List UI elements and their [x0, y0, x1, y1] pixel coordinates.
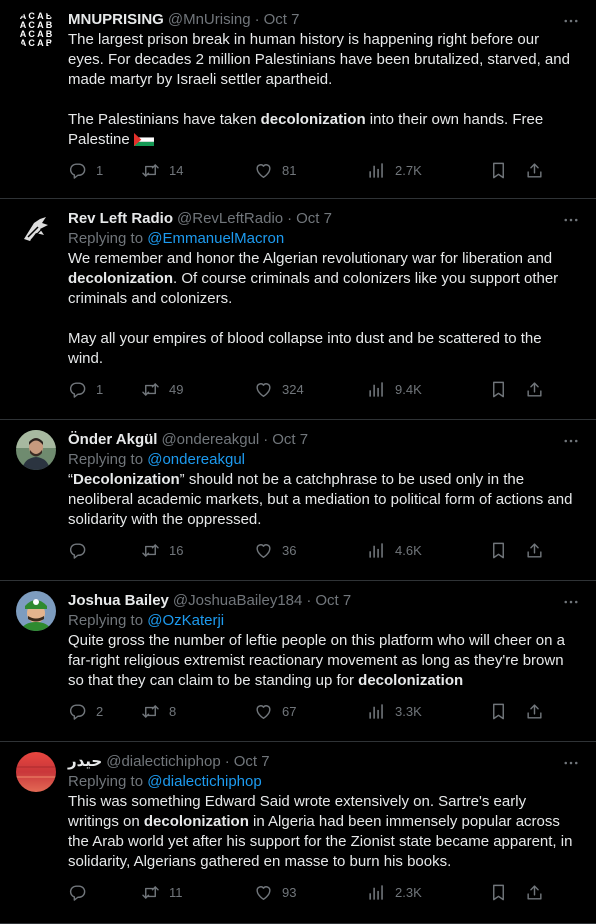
- more-icon: [562, 593, 580, 616]
- display-name[interactable]: Joshua Bailey: [68, 592, 169, 609]
- share-icon: [525, 702, 544, 721]
- text-segment: ” should not be a catchphrase to be used only in the neoliberal academic markets, but a mediation to political form of actions and solidarity with the oppressed.: [68, 471, 573, 528]
- views-icon: [367, 541, 386, 560]
- tweet-paragraph: [68, 110, 574, 150]
- tweet-actions: [68, 874, 574, 910]
- share-icon: [525, 883, 544, 902]
- like-button[interactable]: [254, 883, 367, 902]
- share-icon: [525, 380, 544, 399]
- views-icon: [367, 161, 386, 180]
- highlighted-term: Decolonization: [73, 471, 180, 488]
- replying-to: [68, 772, 574, 792]
- tweet-body: [68, 430, 574, 568]
- avatar[interactable]: [16, 10, 56, 50]
- avatar-image: [16, 591, 56, 631]
- repost-button[interactable]: [141, 541, 254, 560]
- share-button[interactable]: [525, 702, 544, 721]
- views-icon: [367, 883, 386, 902]
- text-segment: The largest prison break in human history is happening right before our eyes. For decades 2 million Palestinians have been brutalized, starved, and made martyr by Israeli settler apartheid.: [68, 31, 570, 88]
- more-options-button[interactable]: [562, 12, 580, 30]
- count-views: 2.7K: [395, 162, 422, 178]
- tweet-paragraph: [68, 30, 574, 90]
- replying-to-label: Replying to: [68, 773, 148, 790]
- text-segment: This was something Edward Said wrote extensively on. Sartre's early writings on: [68, 793, 527, 830]
- text-segment: Quite gross the number of leftie people on this platform who will cheer on a far-right religious extremist reactionary movement as long as they're brown so that they can claim to be standing up for: [68, 632, 565, 689]
- count-reposts: 14: [169, 162, 184, 178]
- mention-link[interactable]: @dialectichiphop: [147, 773, 262, 790]
- share-icon: [525, 161, 544, 180]
- bookmark-button[interactable]: [489, 380, 525, 399]
- tweet-header: [68, 10, 574, 30]
- tweet-actions: [68, 532, 574, 568]
- tweet-actions: [68, 693, 574, 729]
- separator-dot: ·: [224, 753, 230, 770]
- display-name[interactable]: MNUPRISING: [68, 11, 164, 28]
- tweet-actions: [68, 152, 574, 188]
- tweet-text: [68, 792, 574, 872]
- replying-to-label: Replying to: [68, 612, 148, 629]
- avatar[interactable]: [16, 209, 56, 249]
- tweet-header: [68, 209, 574, 229]
- mention-link[interactable]: @EmmanuelMacron: [147, 230, 285, 247]
- like-icon: [254, 702, 273, 721]
- repost-icon: [141, 380, 160, 399]
- display-name[interactable]: Önder Akgül: [68, 431, 158, 448]
- tweet-paragraph: [68, 329, 574, 369]
- views-button[interactable]: [367, 702, 489, 721]
- reply-icon: [68, 702, 87, 721]
- bookmark-button[interactable]: [489, 161, 525, 180]
- text-segment: We remember and honor the Algerian revolutionary war for liberation and: [68, 250, 553, 267]
- count-likes: 67: [282, 703, 297, 719]
- more-options-button[interactable]: [562, 754, 580, 772]
- svg-text:A C A B: A C A B: [19, 11, 53, 21]
- views-button[interactable]: [367, 161, 489, 180]
- replying-to: [68, 611, 574, 631]
- count-replies: 2: [96, 703, 104, 719]
- views-button[interactable]: [367, 883, 489, 902]
- bookmark-icon: [489, 161, 508, 180]
- count-likes: 324: [282, 381, 304, 397]
- repost-icon: [141, 702, 160, 721]
- count-views: 3.3K: [395, 703, 422, 719]
- tweet-text: [68, 631, 574, 691]
- like-icon: [254, 883, 273, 902]
- avatar-image: [16, 10, 56, 50]
- like-button[interactable]: [254, 541, 367, 560]
- more-icon: [562, 754, 580, 777]
- count-reposts: 49: [169, 381, 184, 397]
- share-button[interactable]: [525, 541, 544, 560]
- text-segment: . Of course criminals and colonizers like you support other criminals and colonizers.: [68, 270, 559, 307]
- tweet-header: [68, 752, 574, 772]
- tweet-header: [68, 430, 574, 450]
- count-likes: 93: [282, 884, 297, 900]
- tweet-paragraph: [68, 470, 574, 530]
- tweet[interactable]: [0, 742, 596, 924]
- tweet-paragraph: [68, 249, 574, 309]
- timestamp[interactable]: Oct 7: [233, 753, 270, 770]
- text-segment: “: [68, 471, 73, 488]
- tweet-body: [68, 591, 574, 729]
- bookmark-button[interactable]: [489, 883, 525, 902]
- share-button[interactable]: [525, 883, 544, 902]
- count-replies: 1: [96, 381, 104, 397]
- reply-button[interactable]: [68, 380, 141, 399]
- replying-to: [68, 229, 574, 249]
- views-button[interactable]: [367, 380, 489, 399]
- svg-text:A C A B: A C A B: [19, 20, 53, 30]
- reply-icon: [68, 883, 87, 902]
- share-icon: [525, 541, 544, 560]
- avatar-image: [16, 209, 56, 249]
- handle[interactable]: @JoshuaBailey184: [172, 592, 303, 609]
- highlighted-term: decolonization: [358, 672, 464, 689]
- count-likes: 81: [282, 162, 297, 178]
- more-icon: [562, 211, 580, 234]
- handle[interactable]: @dialectichiphop: [106, 753, 221, 770]
- text-segment: May all your empires of blood collapse into dust and be scattered to the wind.: [68, 330, 542, 367]
- display-name[interactable]: حيدر: [68, 753, 103, 770]
- count-reposts: 11: [169, 884, 183, 900]
- tweet-paragraph: [68, 792, 574, 872]
- like-icon: [254, 380, 273, 399]
- share-button[interactable]: [525, 380, 544, 399]
- separator-dot: ·: [306, 592, 312, 609]
- views-button[interactable]: [367, 541, 489, 560]
- text-segment: The Palestinians have taken: [68, 111, 261, 128]
- text-segment: in Algeria had been immensely popular across the Arab world yet after his support for the Zionist state became apparent, in solidarity, Algerians gathered en masse to burn his books.: [68, 813, 573, 870]
- reply-button[interactable]: [68, 883, 141, 902]
- repost-icon: [141, 883, 160, 902]
- tweet-body: [68, 752, 574, 910]
- tweet-actions: [68, 371, 574, 407]
- tweet-body: [68, 10, 574, 188]
- text-segment: into their own hands. Free Palestine: [68, 111, 544, 148]
- reply-button[interactable]: [68, 161, 141, 180]
- reply-icon: [68, 380, 87, 399]
- bookmark-button[interactable]: [489, 541, 525, 560]
- count-reposts: 16: [169, 542, 184, 558]
- count-views: 9.4K: [395, 381, 422, 397]
- like-button[interactable]: [254, 380, 367, 399]
- count-views: 2.3K: [395, 884, 422, 900]
- handle[interactable]: @MnUrising: [167, 11, 251, 28]
- more-icon: [562, 12, 580, 35]
- timestamp[interactable]: Oct 7: [315, 592, 352, 609]
- tweet[interactable]: [0, 581, 596, 742]
- repost-button[interactable]: [141, 380, 254, 399]
- bookmark-icon: [489, 541, 508, 560]
- bookmark-icon: [489, 380, 508, 399]
- tweet-text: [68, 30, 574, 150]
- highlighted-term: decolonization: [260, 111, 366, 128]
- avatar[interactable]: [16, 591, 56, 631]
- count-views: 4.6K: [395, 542, 422, 558]
- tweet-text: [68, 249, 574, 369]
- reply-button[interactable]: [68, 541, 141, 560]
- bookmark-icon: [489, 883, 508, 902]
- repost-icon: [141, 161, 160, 180]
- handle[interactable]: @ondereakgul: [161, 431, 260, 448]
- tweet[interactable]: [0, 0, 596, 199]
- timestamp[interactable]: Oct 7: [272, 431, 309, 448]
- timestamp[interactable]: Oct 7: [296, 210, 332, 227]
- repost-button[interactable]: [141, 161, 254, 180]
- avatar[interactable]: [16, 752, 56, 792]
- tweet[interactable]: [0, 420, 596, 581]
- like-button[interactable]: [254, 702, 367, 721]
- more-icon: [562, 432, 580, 455]
- replying-to-label: Replying to: [68, 230, 148, 247]
- count-likes: 36: [282, 542, 297, 558]
- highlighted-term: decolonization: [143, 813, 249, 830]
- reply-icon: [68, 541, 87, 560]
- mention-link[interactable]: @ondereakgul: [147, 451, 246, 468]
- replying-to-label: Replying to: [68, 451, 148, 468]
- bookmark-button[interactable]: [489, 702, 525, 721]
- timestamp[interactable]: Oct 7: [263, 11, 300, 28]
- tweet-text: [68, 470, 574, 530]
- share-button[interactable]: [525, 161, 544, 180]
- separator-dot: ·: [263, 431, 269, 448]
- count-reposts: 8: [169, 703, 177, 719]
- svg-text:A C A B: A C A B: [19, 29, 53, 39]
- reply-icon: [68, 161, 87, 180]
- like-icon: [254, 161, 273, 180]
- display-name[interactable]: Rev Left Radio: [68, 210, 174, 227]
- avatar[interactable]: [16, 430, 56, 470]
- like-icon: [254, 541, 273, 560]
- mention-link[interactable]: @OzKaterji: [147, 612, 225, 629]
- tweet-body: [68, 209, 574, 407]
- highlighted-term: decolonization: [68, 270, 173, 287]
- avatar-image: [16, 430, 56, 470]
- svg-text:A C A B: A C A B: [19, 38, 53, 48]
- repost-button[interactable]: [141, 702, 254, 721]
- count-replies: 1: [96, 162, 104, 178]
- separator-dot: ·: [254, 11, 260, 28]
- repost-icon: [141, 541, 160, 560]
- palestine-flag-icon: [134, 132, 154, 145]
- views-icon: [367, 702, 386, 721]
- handle[interactable]: @RevLeftRadio: [177, 210, 284, 227]
- tweet[interactable]: [0, 199, 596, 420]
- replying-to: [68, 450, 574, 470]
- avatar-image: [16, 752, 56, 792]
- tweet-header: [68, 591, 574, 611]
- like-button[interactable]: [254, 161, 367, 180]
- bookmark-icon: [489, 702, 508, 721]
- views-icon: [367, 380, 386, 399]
- separator-dot: ·: [287, 210, 293, 227]
- more-options-button[interactable]: [562, 432, 580, 450]
- repost-button[interactable]: [141, 883, 254, 902]
- more-options-button[interactable]: [562, 211, 580, 229]
- tweet-paragraph: [68, 631, 574, 691]
- reply-button[interactable]: [68, 702, 141, 721]
- more-options-button[interactable]: [562, 593, 580, 611]
